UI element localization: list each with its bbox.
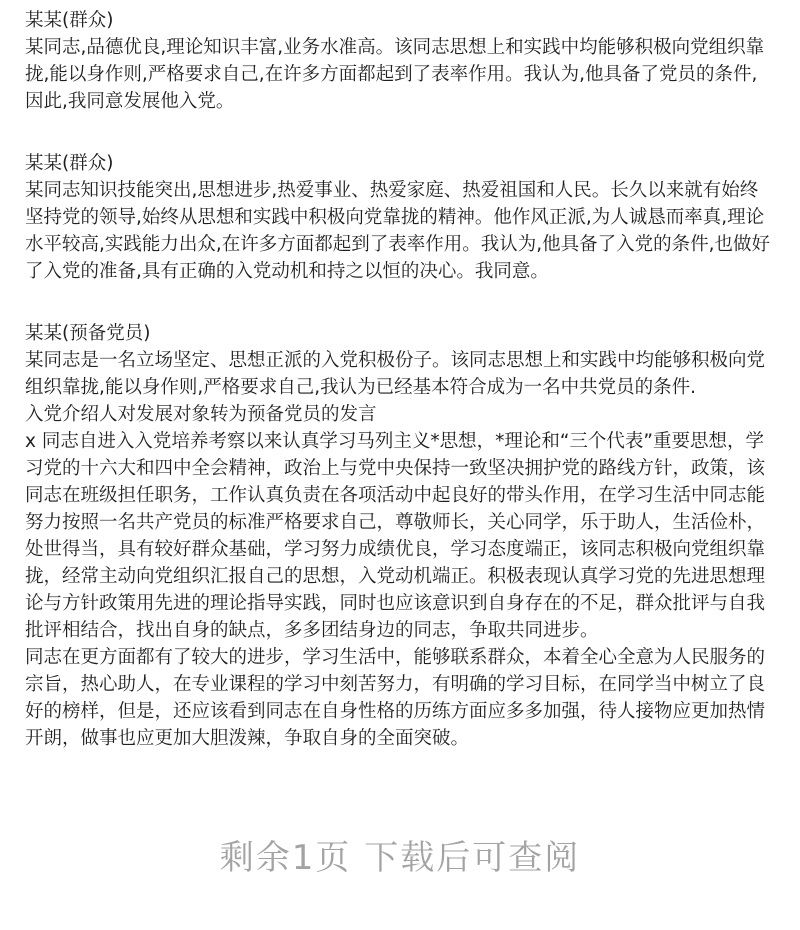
remaining-pages-banner[interactable]: 剩余1页 下载后可查阅 xyxy=(219,838,581,878)
section-heading-2: 某某(群众) xyxy=(25,153,114,174)
paragraph-line: 开朗，做事也应更加大胆泼辣，争取自身的全面突破。 xyxy=(25,728,470,749)
paragraph-line: 某同志是一名立场坚定、思想正派的入党积极份子。该同志思想上和实践中均能够积极向党 xyxy=(25,350,766,371)
paragraph-line: 努力按照一名共产党员的标准严格要求自己，尊敬师长，关心同学，乐于助人，生活俭朴， xyxy=(25,512,766,533)
section-subtitle: 入党介绍人对发展对象转为预备党员的发言 xyxy=(25,404,377,425)
paragraph-line: x 同志自进入入党培养考察以来认真学习马列主义*思想，*理论和“三个代表”重要思想，学 xyxy=(25,431,765,452)
paragraph-line: 习党的十六大和四中全会精神，政治上与党中央保持一致坚决拥护党的路线方针，政策，该 xyxy=(25,458,766,479)
paragraph-line: 批评相结合，找出自身的缺点，多多团结身边的同志，争取共同进步。 xyxy=(25,620,599,641)
section-heading-1: 某某(群众) xyxy=(25,10,114,31)
paragraph-line: 论与方针政策用先进的理论指导实践，同时也应该意识到自身存在的不足，群众批评与自我 xyxy=(25,593,766,614)
paragraph-line: 因此,我同意发展他入党。 xyxy=(25,91,235,112)
paragraph-line: 拢,能以身作则,严格要求自己,在许多方面都起到了表率作用。我认为,他具备了党员的条件, xyxy=(25,64,758,85)
paragraph-line: 同志在班级担任职务，工作认真负责在各项活动中起良好的带头作用，在学习生活中同志能 xyxy=(25,485,766,506)
paragraph-line: 坚持党的领导,始终从思想和实践中积极向党靠拢的精神。他作风正派,为人诚恳而率真,理论 xyxy=(25,207,765,228)
paragraph-line: 组织靠拢,能以身作则,严格要求自己,我认为已经基本符合成为一名中共党员的条件. xyxy=(25,377,697,398)
paragraph-line: 同志在更方面都有了较大的进步，学习生活中，能够联系群众，本着全心全意为人民服务的 xyxy=(25,647,766,668)
paragraph-line: 水平较高,实践能力出众,在许多方面都起到了表率作用。我认为,他具备了入党的条件,也做好 xyxy=(25,234,771,255)
paragraph-line: 某同志,品德优良,理论知识丰富,业务水准高。该同志思想上和实践中均能够积极向党组织靠 xyxy=(25,37,765,58)
paragraph-line: 了入党的准备,具有正确的入党动机和持之以恒的决心。我同意。 xyxy=(25,261,549,282)
paragraph-line: 处世得当，具有较好群众基础，学习努力成绩优良，学习态度端正，该同志积极向党组织靠 xyxy=(25,539,766,560)
paragraph-line: 某同志知识技能突出,思想进步,热爱事业、热爱家庭、热爱祖国和人民。长久以来就有始终 xyxy=(25,180,759,201)
section-heading-3: 某某(预备党员) xyxy=(25,323,151,344)
paragraph-line: 拢，经常主动向党组织汇报自己的思想，入党动机端正。积极表现认真学习党的先进思想理 xyxy=(25,566,766,587)
paragraph-line: 好的榜样，但是，还应该看到同志在自身性格的历练方面应多多加强，待人接物应更加热情 xyxy=(25,701,766,722)
paragraph-line: 宗旨，热心助人，在专业课程的学习中刻苦努力，有明确的学习目标，在同学当中树立了良 xyxy=(25,674,766,695)
